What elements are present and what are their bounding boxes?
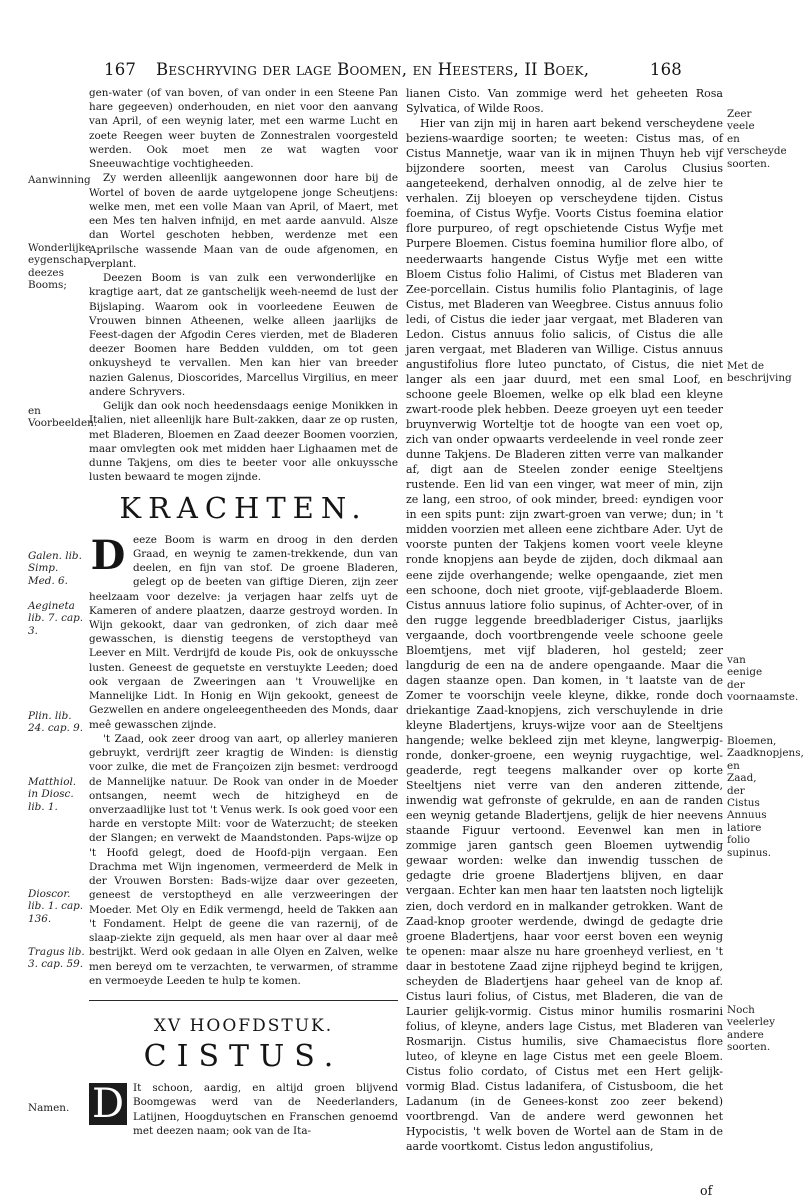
margin-note: Noch veelerley andere soorten. bbox=[727, 1004, 775, 1054]
margin-note: Aanwinning bbox=[28, 174, 91, 186]
paragraph-text: eeze Boom is warm en droog in den derden Graad, en weynig te zamen-trekkende, dun van deelen, en fijn van stof. De groene Bladeren, gelegt op de beeten van giftige Dieren, zijn zeer heelzaam voor dezelve: ja verjagen haar zelfs uyt de Kameren of andere plaatzen, daarze gestroyd worden. In Wijn gekookt, daar van gedronken, of zich daar meê gewasschen, is dienstig teegens de verstoptheyd van Leever en Milt. Verdrijfd de koude Pis, ook de onkuyssche lusten. Geneest de gequetste en verstuykte Leeden; doed ook vergaan de Zweeringen aan 't Vrouwelijke en Mannelijke Lidt. In Honig en Wijn gekookt, geneest de Gezwellen en andere ongeleegentheeden des Monds, daar meê gewasschen zijnde. bbox=[89, 533, 398, 731]
margin-note: Met de beschrijving bbox=[727, 360, 792, 385]
running-header bbox=[104, 60, 682, 86]
running-title: Beschryving der lage Boomen, en Heesters, II Boek, bbox=[156, 60, 590, 79]
margin-note: Bloemen, Zaadknopjens, en Zaad, der Cistus Annuus latiore folio supinus. bbox=[727, 735, 804, 859]
margin-note: Dioscor. lib. 1. cap. 136. bbox=[28, 888, 84, 925]
margin-note: en Voorbeelden. bbox=[28, 405, 98, 430]
paragraph: Deezen Boom is van zulk een verwonderlijke en kragtige aart, dat ze gantschelijk weeh-neemd de lust der Bijslaping. Waarom ook in voorleedene Eeuwen de Vrouwen binnen Atheenen, welke alleen jaarlijks de Feest-dagen der Afgodin Ceres vierden, met de Bladeren deezer Boomen hare Bedden vuldden, om tot geen onkuysheyd te vervallen. Men kan hier van breeder nazien Galenus, Dioscorides, Marcellus Virgilius, en meer andere Schryvers. bbox=[89, 272, 398, 398]
chapter-heading: XV HOOFDSTUK. bbox=[153, 1016, 334, 1037]
paragraph bbox=[89, 1081, 398, 1138]
paragraph: gen-water (of van boven, of van onder in een Steene Pan hare gegeeven) onderhouden, en niet voor den aanvang van April, of een weynig later, met een warme Lucht en zoete Reegen weer buyten de Zonnestralen voorgesteld werden. Ook moet men ze wat wagten voor Sneeuwachtige vochtigheeden. bbox=[89, 87, 398, 171]
margin-note: Matthiol. in Diosc. lib. 1. bbox=[28, 776, 77, 813]
paragraph bbox=[89, 533, 398, 732]
paragraph: Hier van zijn mij in haren aart bekend verscheydene beziens-waardige soorten; te weeten: Cistus mas, of Cistus Mannetje, waar van ik in mijnen Thuyn heb vijf bijzondere soorten, meest van Carolus Clusius aangeteekend, derhalven onnodig, al de zelve hier te verhalen. Zij bloeyen op verscheydene tijden. Cistus foemina, of Cistus Wyfje. Voorts Cistus foemina elatior flore purpureo, of regt opschietende Cistus Wyfje met Purpere Bloemen. Cistus foemina humilior flore albo, of neederwaarts hangende Cistus Wyfje met een witte Bloem Cistus folio Halimi, of Cistus met Bladeren van Zee-porcellain. Cistus humilis folio Plantaginis, of lage Cistus, met Bladeren van Weegbree. Cistus annuus folio ledi, of Cistus die ieder jaar vergaat, met Bladeren van Ledon. Cistus annuus folio salicis, of Cistus die alle jaren vergaat, met Bladeren van Willige. Cistus annuus angustifolius flore luteo punctato, of Cistus, die niet langer als een jaar duurd, met een smal Loof, en schoone geele Bloemen, welke op elk blad een kleyne zwart-roode plek hebben. Deeze groeyen uyt een teeder bruynverwig Worteltje tot de hoogte van een voet op, zich van onder opwaarts verdeelende in veel ronde zeer dunne Takjens. De Bladeren zitten verre van malkander af, digt aan de Steelen zonder eenige Steeltjens rustende. Een lid van een vinger, wat meer of min, zijn ze lang, een stroo, of ook minder, breed: eyndigen voor in een spits punt: zijn zwart-groen van verwe; dun; in 't midden voorzien met alleen eene zichtbare Ader. Uyt de voorste punten der Takjens komen voort veele kleyne ronde knopjens aan beyde de zijden, doch dikmaal aan eene zijde overhangende; welke opengaande, ziet men een schoone, doch niet groote, vijf-geblaaderde Bloem. Cistus annuus latiore folio supinus, of Achter-over, of in den rugge leggende breedbladeriger Cistus, jaarlijks vergaande, doch voortbrengende veele schoone geele Bloemtjens, met vijf bladeren, hol gesteld; zeer langdurig de een na de andere opengaande. Maar die dagen staanze open. Dan komen, in 't laatste van de Zomer te voorschijn veele kleyne, dikke, ronde doch driekantige Zaad-knopjens, zich verschuylende in drie kleyne Bladertjens, kruys-wijze voor aan de Steeltjens hangende; welke bekleed zijn met kleyne, langwerpig-ronde, donker-groene, een weynig ruygachtige, wel-geaderde, regt teegens malkander over op korte Steeltjens niet verre van den anderen zittende, inwendig wat gefronste of gekrulde, en aan de randen een weynig getande Bladertjens, gelijk de hier neevens staande Figuur vertoond. Eevenwel kan men in zommige jaren gantsch geen Bloemen uytwendig gewaar worden: welke dan inwendig tusschen de gedagte drie groene Bladertjens blijven, en daar vergaan. Echter kan men haar ten laatsten noch ligtelijk zien, doch verdord en in malkander getrokken. Want de Zaad-knop grooter werdende, dwingd de gedagte drie groene Bladertjens, haar voor eerst boven een weynig te openen: maar alsze nu hare groenheyd verliest, en 't daar in bestotene Zaad zijne rijpheyd begind te krijgen, scheyden de Bladertjens haar geheel van de knop af. Cistus lauri folius, of Cistus, met Bladeren, die van de Laurier gelijk-vormig. Cistus minor humilis rosmarini folius, of kleyne, anders lage Cistus, met Bladeren van Rosmarijn. Cistus humilis, sive Chamaecistus flore luteo, of kleyne en lage Cistus met een geele Bloem. Cistus folio cordato, of Cistus met een Hert gelijk-vormig Blad. Cistus ladanifera, of Cistusboom, die het Ladanum (in de Genees-konst zoo zeer bekend) voortbrengd. Van de andere werd gewonnen het Hypocistis, 't welk boven de Wortel aan de Stam in de aarde voortkomt. Cistus ledon angustifolius, bbox=[406, 117, 723, 1154]
margin-note: Aegineta lib. 7. cap. 3. bbox=[28, 600, 84, 637]
divider-rule bbox=[89, 1000, 398, 1001]
margin-note: van eenige der voornaamste. bbox=[727, 654, 799, 704]
paragraph: 't Zaad, ook zeer droog van aart, op allerley manieren gebruykt, verdrijft zeer kragtig de Winden: is dienstig voor zulke, die met de Françoizen zijn besmet: verdroogd de Mannelijke natuur. De Rook van onder in de Moeder ontsangen, neemt wech de hitzigheyd en de onverzaadlijke lust tot 't Venus werk. Is ook goed voor een harde en verstopte Milt: voor de Waterzucht; de steeken der Slangen; en verwekt de Maandstonden. Paps-wijze op 't Hoofd gelegt, doed de Hoofd-pijn vergaan. Een Drachma met Wijn ingenomen, vermeerderd de Melk in der Vrouwen Borsten: Bads-wijze daar over gezeeten, geneest de verstoptheyd en alle verzweeringen der Moeder. Met Oly en Edik vermengd, heeld de Takken aan 't Fondament. Helpt de geene die van razernij, of de slaap-ziekte zijn gequeld, als men haar over al daar meê bestrijkt. Werd ook gedaan in alle Olyen en Zalven, welke men bereyd om te verzachten, te verwarmen, of stramme en vermoeyde Leeden te hulp te komen. bbox=[89, 732, 398, 987]
paragraph: lianen Cisto. Van zommige werd het geheeten Rosa Sylvatica, of Wilde Roos. bbox=[406, 87, 723, 116]
margin-note: Galen. lib. Simp. Med. 6. bbox=[28, 550, 82, 587]
drop-cap-initial: D bbox=[89, 1083, 127, 1125]
catchword: of bbox=[700, 1183, 713, 1198]
margin-note: Namen. bbox=[28, 1102, 70, 1114]
left-column bbox=[89, 86, 398, 1138]
right-column bbox=[406, 86, 723, 1154]
section-heading-krachten: KRACHTEN. bbox=[119, 490, 368, 525]
margin-note: Wonderlijke eygenschap deezes Booms; bbox=[28, 242, 92, 292]
drop-cap-initial: D bbox=[90, 531, 126, 579]
paragraph: Gelijk dan ook noch heedensdaags eenige Monikken in Italien, niet alleenlijk hare Bult-zakken, daar ze op rusten, met Bladeren, Bloemen en Zaad deezer Boomen voorzien, maar omvlegten ook met midden haer Lighaamen met de dunne Takjens, om dies te beeter voor alle onkuyssche lusten bewaard te mogen zijnde. bbox=[89, 400, 398, 484]
left-page-number: 167 bbox=[104, 60, 137, 79]
margin-note: Tragus lib. 3. cap. 59. bbox=[28, 946, 85, 971]
margin-note: Plin. lib. 24. cap. 9. bbox=[28, 710, 84, 735]
chapter-title-cistus: CISTUS. bbox=[143, 1039, 344, 1075]
margin-note: Zeer veele en verscheyde soorten. bbox=[727, 108, 787, 170]
paragraph-text: It schoon, aardig, en altijd groen blijvend Boomgewas werd van de Neederlanders, Latijnen, Hoogduytschen en Franschen genoemd met deezen naam; ook van de Ita- bbox=[133, 1082, 398, 1137]
right-page-number: 168 bbox=[649, 60, 682, 79]
paragraph: Zy werden alleenlijk aangewonnen door hare bij de Wortel of boven de aarde uytgelopene jonge Scheutjens: welke men, met een volle Maan van April, of Maert, met een Mes ten halven infnijd, en met aarde aanvuld. Alsze dan Wortel geschoten hebben, werdenze met een Aprilsche wassende Maan van de oude afgenomen, en verplant. bbox=[89, 172, 398, 270]
